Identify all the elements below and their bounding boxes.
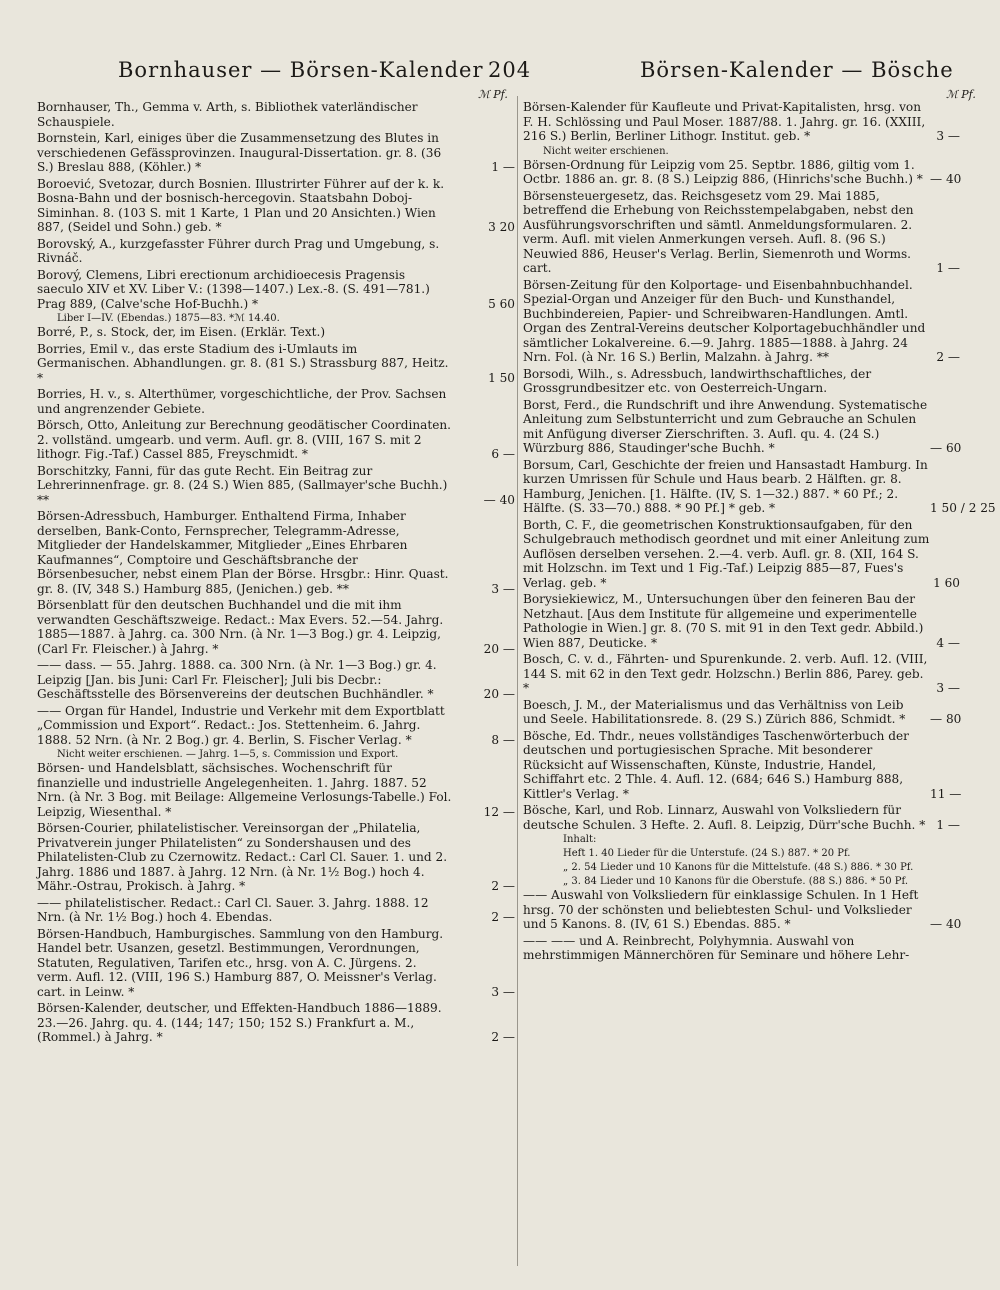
catalog-entry bbox=[37, 761, 515, 819]
entry-price: 2 — bbox=[491, 1030, 515, 1044]
entry-text: Bornhauser, Th., Gemma v. Arth, s. Bibliothek vaterländischer Schauspiele. bbox=[37, 100, 418, 129]
right-column bbox=[523, 100, 996, 1270]
currency-header-left: ℳ Pf. bbox=[478, 88, 508, 101]
entry-price: — 80 bbox=[930, 712, 962, 726]
entry-text: Börsen-Adressbuch, Hamburger. Enthaltend Firma, Inhaber derselben, Bank-Conto, Fernsprecher, Telegramm-Adresse, Mitglieder der Handelskammer, Mitglieder „Eines Ehrbaren Kaufmannes“, Comptoire und Geschäftsbranche der Börsenbesucher, nebst einem Plan der Börse. Hrsgbr.: Hinr. Quast. gr. 8. (IV, 348 S.) Hamburg 885, (Jenichen.) geb. ** bbox=[37, 509, 449, 596]
entry-price: 1 60 bbox=[933, 575, 960, 590]
entry-text: Börsen- und Handelsblatt, sächsisches. Wochenschrift für finanzielle und industrielle Angelegenheiten. 1. Jahrg. 1887. 52 Nrn. (à Nr. 3 Bog. mit Beilage: Allgemeine Verlosungs-Tabelle.) Fol. Leipzig, Wiesenthal. * bbox=[37, 761, 452, 819]
entry-text: Bösche, Ed. Thdr., neues vollständiges Taschenwörterbuch der deutschen und portugiesischen Sprache. Mit besonderer Rücksicht auf Wissenschaften, Künste, Industrie, Handel, Schiffahrt etc. 2 Thle. 4. Aufl. 12. (684; 646 S.) Hamburg 888, Kittler's Verlag. * bbox=[523, 728, 909, 801]
entry-text: Börsen-Kalender für Kaufleute und Privat-Kapitalisten, hrsg. von F. H. Schlössing und Paul Moser. 1887/88. 1. Jahrg. gr. 16. (XXIII, 216 S.) Berlin, Berliner Lithogr. Institut. geb. * bbox=[523, 100, 926, 143]
entry-price: 20 — bbox=[483, 687, 515, 701]
entry-text: Börsensteuergesetz, das. Reichsgesetz vom 29. Mai 1885, betreffend die Erhebung von Reichsstempelabgaben, nebst den Ausführungsvorschriften und sämtl. Anmeldungsformularen. 2. verm. Aufl. mit vielen Anmerkungen verseh. Aufl. 8. (96 S.) Neuwied 886, Heuser's Verlag. Berlin, Siemenroth und Worms. cart. bbox=[523, 188, 914, 275]
catalog-entry bbox=[37, 704, 515, 748]
entry-price: 6 — bbox=[491, 447, 515, 461]
entry-price: 1 50 bbox=[488, 370, 515, 385]
catalog-entry bbox=[37, 1001, 515, 1045]
catalog-entry bbox=[37, 342, 515, 386]
running-header-left: Bornhauser — Börsen-Kalender bbox=[118, 58, 484, 82]
catalog-entry bbox=[37, 177, 515, 235]
entry-text: —— philatelistischer. Redact.: Carl Cl. Sauer. 3. Jahrg. 1888. 12 Nrn. (à Nr. 1½ Bog.) hoch 4. Ebendas. bbox=[37, 895, 429, 924]
entry-text: Borst, Ferd., die Rundschrift und ihre Anwendung. Systematische Anleitung zum Selbstunterricht und zum Gebrauche an Schulen mit Anfügung diverser Zierschriften. 3. Aufl. qu. 4. (24 S.) Würzburg 886, Staudinger'sche Buchh. * bbox=[523, 397, 928, 455]
catalog-entry bbox=[523, 189, 960, 276]
entry-note: Nicht weiter erschienen. bbox=[543, 145, 669, 157]
entry-price: 8 — bbox=[491, 732, 515, 747]
contents-line: Inhalt: bbox=[563, 834, 597, 845]
entry-price: — 60 bbox=[930, 441, 962, 455]
catalog-entry bbox=[523, 367, 960, 396]
entry-text: Bosch, C. v. d., Fährten- und Spurenkunde. 2. verb. Aufl. 12. (VIII, 144 S. mit 62 in den Text gedr. Holzschn.) Berlin 886, Parey. geb. * bbox=[523, 652, 928, 695]
entry-text: Börsenblatt für den deutschen Buchhandel und die mit ihm verwandten Geschäftszweige. Redact.: Max Evers. 52.—54. Jahrg. 1885—1887. à Jahrg. ca. 300 Nrn. (à Nr. 1—3 Bog.) gr. 4. Leipzig, (Carl Fr. Fleischer.) à Jahrg. * bbox=[37, 598, 444, 656]
contents-line: „ 3. 84 Lieder und 10 Kanons für die Oberstufe. (88 S.) 886. * 50 Pf. bbox=[563, 876, 909, 887]
catalog-entry bbox=[523, 803, 960, 832]
entry-price: 1 — bbox=[491, 160, 515, 174]
entry-text: Borsodi, Wilh., s. Adressbuch, landwirthschaftliches, der Grossgrundbesitzer etc. von Oesterreich-Ungarn. bbox=[523, 366, 872, 395]
entry-text: Börsen-Kalender, deutscher, und Effekten-Handbuch 1886—1889. 23.—26. Jahrg. qu. 4. (144; 147; 150; 152 S.) Frankfurt a. M., (Rommel.) à Jahrg. * bbox=[37, 1001, 442, 1044]
catalog-entry bbox=[37, 821, 515, 894]
entry-price: 12 — bbox=[483, 804, 515, 819]
entry-text: Börsen-Ordnung für Leipzig vom 25. Septbr. 1886, giltig vom 1. Octbr. 1886 an. gr. 8. (8 S.) Leipzig 886, (Hinrichs'sche Buchh.) * bbox=[523, 157, 923, 186]
entry-text: Borysiekiewicz, M., Untersuchungen über den feineren Bau der Netzhaut. [Aus dem Institute für allgemeine und experimentelle Pathologie in Wien.] gr. 8. (70 S. mit 91 in den Text gedr. Abbild.) Wien 887, Deuticke. * bbox=[523, 592, 924, 650]
page-number: 204 bbox=[488, 58, 532, 82]
entry-text: Borries, Emil v., das erste Stadium des i-Umlauts im Germanischen. Abhandlungen. gr. 8. (81 S.) Strassburg 887, Heitz. * bbox=[37, 341, 449, 385]
entry-text: Borovský, A., kurzgefasster Führer durch Prag und Umgebung, s. Rivnáč. bbox=[37, 236, 440, 265]
catalog-entry bbox=[37, 658, 515, 702]
entry-note: Liber I—IV. (Ebendas.) 1875—83. *ℳ 14.40. bbox=[57, 313, 280, 324]
catalog-entry bbox=[37, 325, 515, 340]
entry-price: 2 — bbox=[491, 910, 515, 924]
column-divider bbox=[517, 96, 518, 1266]
entry-price: 3 — bbox=[936, 129, 960, 143]
entry-price: — 40 bbox=[930, 917, 962, 931]
entry-text: —— Organ für Handel, Industrie und Verkehr mit dem Exportblatt „Commission und Export“. Redact.: Jos. Stettenheim. 6. Jahrg. 1888. 52 Nrn. (à Nr. 2 Bog.) gr. 4. Berlin, S. Fischer Verlag. * bbox=[37, 703, 445, 747]
catalog-entry bbox=[523, 100, 960, 144]
entry-price: 1 — bbox=[936, 817, 960, 832]
contents-line: „ 2. 54 Lieder und 10 Kanons für die Mittelstufe. (48 S.) 886. * 30 Pf. bbox=[563, 862, 914, 873]
catalog-entry bbox=[523, 518, 960, 591]
catalog-entry bbox=[523, 888, 960, 932]
catalog-entry bbox=[37, 418, 515, 462]
entry-price: 11 — bbox=[930, 786, 962, 801]
entry-text: Borth, C. F., die geometrischen Konstruktionsaufgaben, für den Schulgebrauch methodisch geordnet und mit einer Anleitung zum Auflösen derselben versehen. 2.—4. verb. Aufl. gr. 8. (XII, 164 S. mit Holzschn. im Text und 1 Fig.-Taf.) Leipzig 885—87, Fues's Verlag. geb. * bbox=[523, 517, 930, 590]
entry-text: —— dass. — 55. Jahrg. 1888. ca. 300 Nrn. (à Nr. 1—3 Bog.) gr. 4. Leipzig [Jan. bis Juni: Carl Fr. Fleischer]; Juli bis Decbr.: Geschäftsstelle des Börsenvereins der deutschen Buchhändler. * bbox=[37, 658, 437, 701]
entry-text: Börsch, Otto, Anleitung zur Berechnung geodätischer Coordinaten. 2. vollständ. umgearb. und verm. Aufl. gr. 8. (VIII, 167 S. mit 2 lithogr. Fig.-Taf.) Cassel 885, Freyschmidt. * bbox=[37, 418, 451, 461]
catalog-entry bbox=[523, 698, 960, 727]
entry-text: Börsen-Courier, philatelistischer. Vereinsorgan der „Philatelia, Privatverein junger Philatelisten“ zu Sondershausen und des Philatelisten-Club zu Czernowitz. Redact.: Carl Cl. Sauer. 1. und 2. Jahrg. 1886 und 1887. à Jahrg. 12 Nrn. (à Nr. 1½ Bog.) hoch 4. Mähr.-Ostrau, Prokisch. à Jahrg. * bbox=[37, 821, 448, 893]
entry-text: Borsum, Carl, Geschichte der freien und Hansastadt Hamburg. In kurzen Umrissen für Schule und Haus bearb. 2 Hälften. gr. 8. Hamburg, Jenichen. [1. Hälfte. (IV, S. 1—32.) 887. * 60 Pf.; 2. Hälfte. (S. 33—70.) 888. * 90 Pf.] * geb. * bbox=[523, 457, 928, 515]
entry-text: Borré, P., s. Stock, der, im Eisen. (Erklär. Text.) bbox=[37, 325, 326, 339]
catalog-entry bbox=[523, 398, 960, 456]
entry-price: 1 — bbox=[936, 261, 960, 275]
entry-text: Borschitzky, Fanni, für das gute Recht. Ein Beitrag zur Lehrerinnenfrage. gr. 8. (24 S.) Wien 885, (Sallmayer'sche Buchh.) ** bbox=[37, 463, 448, 507]
entry-text: Boroević, Svetozar, durch Bosnien. Illustrirter Führer auf der k. k. Bosna-Bahn und der bosnisch-hercegovin. Staatsbahn Doboj-Siminhan. 8. (103 S. mit 1 Karte, 1 Plan und 20 Ansichten.) Wien 887, (Seidel und Sohn.) geb. * bbox=[37, 176, 445, 234]
catalog-entry bbox=[523, 158, 960, 187]
entry-price: 20 — bbox=[483, 641, 515, 656]
catalog-entry bbox=[37, 464, 515, 508]
entry-text: Borový, Clemens, Libri erectionum archidioecesis Pragensis saeculo XIV et XV. Liber V.: (1398—1407.) Lex.-8. (S. 491—781.) Prag 889, (Calve'sche Hof-Buchh.) * bbox=[37, 267, 430, 311]
entry-price: 2 — bbox=[936, 350, 960, 364]
entry-price: 3 20 bbox=[488, 220, 515, 234]
entry-price: 3 — bbox=[936, 681, 960, 695]
catalog-entry bbox=[37, 131, 515, 175]
entry-text: Borries, H. v., s. Alterthümer, vorgeschichtliche, der Prov. Sachsen und angrenzender Gebiete. bbox=[37, 387, 447, 416]
entry-text: Bornstein, Karl, einiges über die Zusammensetzung des Blutes in verschiedenen Gefässprovinzen. Inaugural-Dissertation. gr. 8. (36 S.) Breslau 888, (Köhler.) * bbox=[37, 131, 442, 174]
catalog-entry bbox=[523, 457, 996, 516]
catalog-entry bbox=[523, 934, 960, 963]
catalog-entry bbox=[523, 652, 960, 696]
entry-price: 1 50 / 2 25 bbox=[930, 501, 996, 515]
catalog-entry bbox=[37, 598, 515, 656]
entry-price: 4 — bbox=[936, 635, 960, 650]
catalog-entry bbox=[37, 927, 515, 1000]
catalog-entry bbox=[523, 592, 960, 650]
entry-text: Börsen-Zeitung für den Kolportage- und Eisenbahnbuchhandel. Spezial-Organ und Anzeiger für den Buch- und Kunsthandel, Buchbindereien, Papier- und Schreibwaren-Handlungen. Amtl. Organ des Zentral-Vereins deutscher Kolportagebuchhändler und sämtlicher Lokalvereine. 6.—9. Jahrg. 1885—1888. à Jahrg. 24 Nrn. Fol. (à Nr. 16 S.) Berlin, Malzahn. à Jahrg. ** bbox=[523, 277, 926, 364]
entry-price: 3 — bbox=[491, 581, 515, 596]
catalog-entry bbox=[37, 896, 515, 925]
catalog-entry bbox=[37, 237, 515, 266]
entry-note: Nicht weiter erschienen. — Jahrg. 1—5, s. Commission und Export. bbox=[57, 749, 399, 760]
contents-line: Heft 1. 40 Lieder für die Unterstufe. (24 S.) 887. * 20 Pf. bbox=[563, 848, 851, 859]
catalog-entry bbox=[523, 278, 960, 365]
catalog-entry bbox=[37, 268, 515, 312]
entry-price: 2 — bbox=[491, 879, 515, 893]
catalog-entry bbox=[37, 509, 515, 596]
entry-text: Börsen-Handbuch, Hamburgisches. Sammlung von den Hamburg. Handel betr. Usanzen, gesetzl. Bestimmungen, Verordnungen, Statuten, Regulativen, Tarifen etc., hrsg. von A. C. Jürgens. 2. verm. Aufl. 12. (VIII, 196 S.) Hamburg 887, O. Meissner's Verlag. cart. in Leinw. * bbox=[37, 926, 444, 999]
entry-text: Boesch, J. M., der Materialismus und das Verhältniss von Leib und Seele. Habilitationsrede. 8. (29 S.) Zürich 886, Schmidt. * bbox=[523, 697, 906, 726]
entry-price: — 40 bbox=[483, 492, 515, 507]
currency-header-right: ℳ Pf. bbox=[946, 88, 976, 101]
entry-text: —— Auswahl von Volksliedern für einklassige Schulen. In 1 Heft hrsg. 70 der schönsten und beliebtesten Schul- und Volkslieder und 5 Kanons. 8. (IV, 61 S.) Ebendas. 885. * bbox=[523, 888, 919, 931]
entry-price: — 40 bbox=[930, 172, 962, 186]
entry-price: 5 60 bbox=[488, 296, 515, 311]
catalog-entry bbox=[37, 387, 515, 416]
entry-text: —— —— und A. Reinbrecht, Polyhymnia. Auswahl von mehrstimmigen Männerchören für Seminare und höhere Lehr- bbox=[523, 933, 910, 962]
left-column bbox=[37, 100, 515, 1270]
catalog-entry bbox=[523, 729, 960, 802]
entry-price: 3 — bbox=[491, 984, 515, 999]
entry-text: Bösche, Karl, und Rob. Linnarz, Auswahl von Volksliedern für deutsche Schulen. 3 Hefte. 2. Aufl. 8. Leipzig, Dürr'sche Buchh. * bbox=[523, 803, 926, 832]
running-header-right: Börsen-Kalender — Bösche bbox=[640, 58, 954, 82]
catalog-entry bbox=[37, 100, 515, 129]
